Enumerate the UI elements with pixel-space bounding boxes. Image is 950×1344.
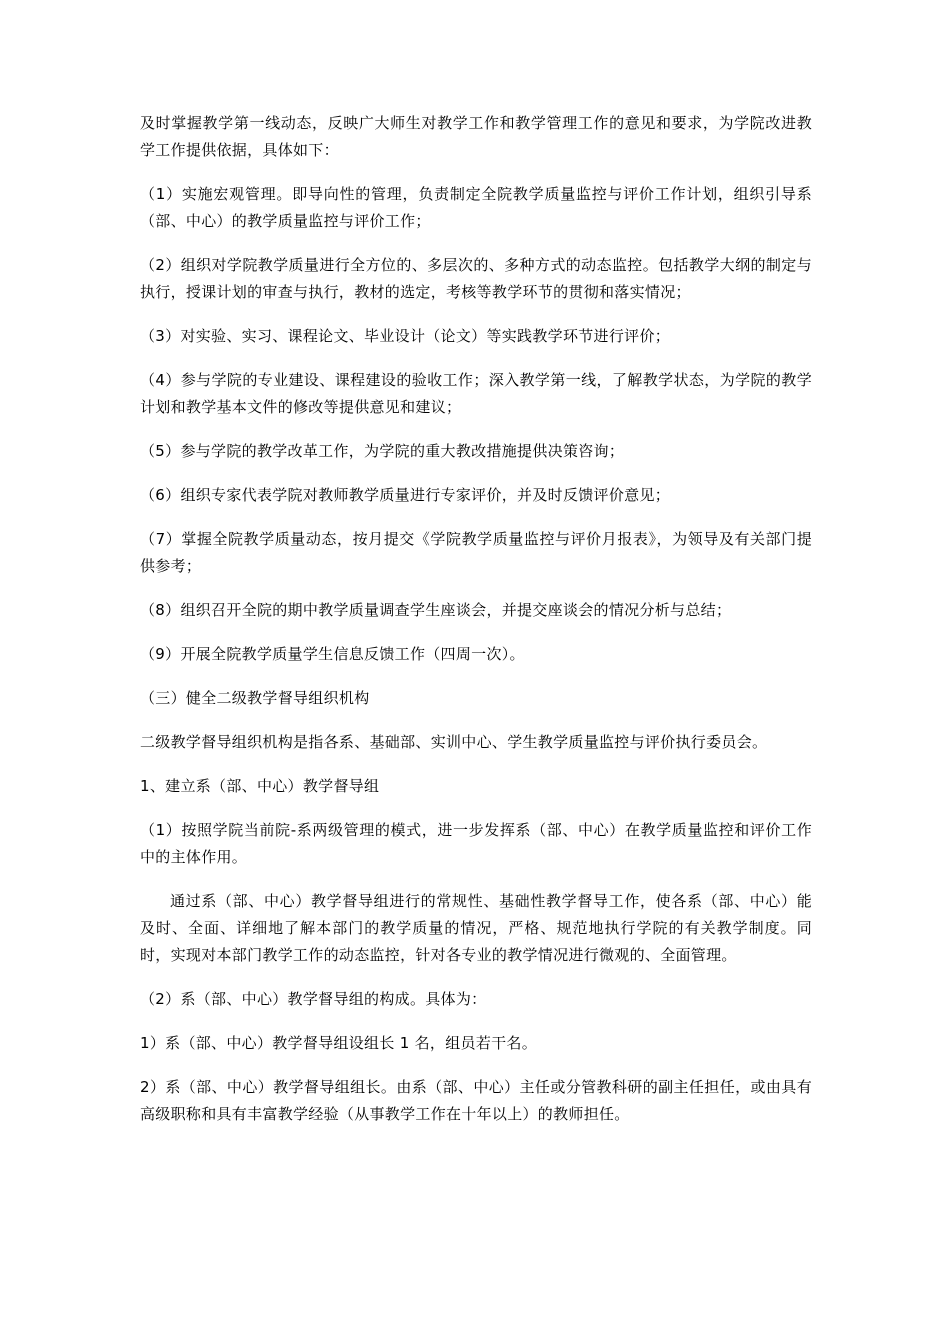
paragraph-sub-item-2: （2）系（部、中心）教学督导组的构成。具体为： (140, 990, 487, 1008)
paragraph-item-7: （7）掌握全院教学质量动态，按月提交《学院教学质量监控与评价月报表》，为领导及有关部门提供参考； (140, 530, 812, 575)
paragraph-intro: 及时掌握教学第一线动态，反映广大师生对教学工作和教学管理工作的意见和要求，为学院改进教学工作提供依据，具体如下： (140, 114, 812, 159)
document-body (140, 110, 812, 1145)
paragraph-item-6: （6）组织专家代表学院对教师教学质量进行专家评价，并及时反馈评价意见； (140, 486, 671, 504)
paragraph-indented: 通过系（部、中心）教学督导组进行的常规性、基础性教学督导工作，使各系（部、中心）能及时、全面、详细地了解本部门的教学质量的情况，严格、规范地执行学院的有关教学制度。同时，实现对本部门教学工作的动态监控，针对各专业的教学情况进行微观的、全面管理。 (140, 892, 812, 964)
paragraph-sub-item-1: （1）按照学院当前院-系两级管理的模式，进一步发挥系（部、中心）在教学质量监控和评价工作中的主体作用。 (140, 821, 812, 866)
paragraph-composition-1: 1）系（部、中心）教学督导组设组长 1 名，组员若干名。 (140, 1034, 538, 1052)
paragraph-item-5: （5）参与学院的教学改革工作，为学院的重大教改措施提供决策咨询； (140, 442, 625, 460)
paragraph-item-3: （3）对实验、实习、课程论文、毕业设计（论文）等实践教学环节进行评价； (140, 327, 671, 345)
paragraph-item-9: （9）开展全院教学质量学生信息反馈工作（四周一次）。 (140, 645, 525, 663)
paragraph-item-4: （4）参与学院的专业建设、课程建设的验收工作；深入教学第一线，了解教学状态，为学院的教学计划和教学基本文件的修改等提供意见和建议； (140, 371, 812, 416)
paragraph-definition: 二级教学督导组织机构是指各系、基础部、实训中心、学生教学质量监控与评价执行委员会。 (140, 733, 768, 751)
paragraph-item-2: （2）组织对学院教学质量进行全方位的、多层次的、多种方式的动态监控。包括教学大纲的制定与执行，授课计划的审查与执行，教材的选定，考核等教学环节的贯彻和落实情况； (140, 256, 812, 301)
paragraph-item-1: （1）实施宏观管理。即导向性的管理，负责制定全院教学质量监控与评价工作计划，组织引导系（部、中心）的教学质量监控与评价工作； (140, 185, 812, 230)
paragraph-item-8: （8）组织召开全院的期中教学质量调查学生座谈会，并提交座谈会的情况分析与总结； (140, 601, 732, 619)
subsection-heading: 1、建立系（部、中心）教学督导组 (140, 777, 380, 795)
section-heading: （三）健全二级教学督导组织机构 (140, 689, 370, 707)
paragraph-composition-2: 2）系（部、中心）教学督导组组长。由系（部、中心）主任或分管教科研的副主任担任，或由具有高级职称和具有丰富教学经验（从事教学工作在十年以上）的教师担任。 (140, 1078, 812, 1123)
